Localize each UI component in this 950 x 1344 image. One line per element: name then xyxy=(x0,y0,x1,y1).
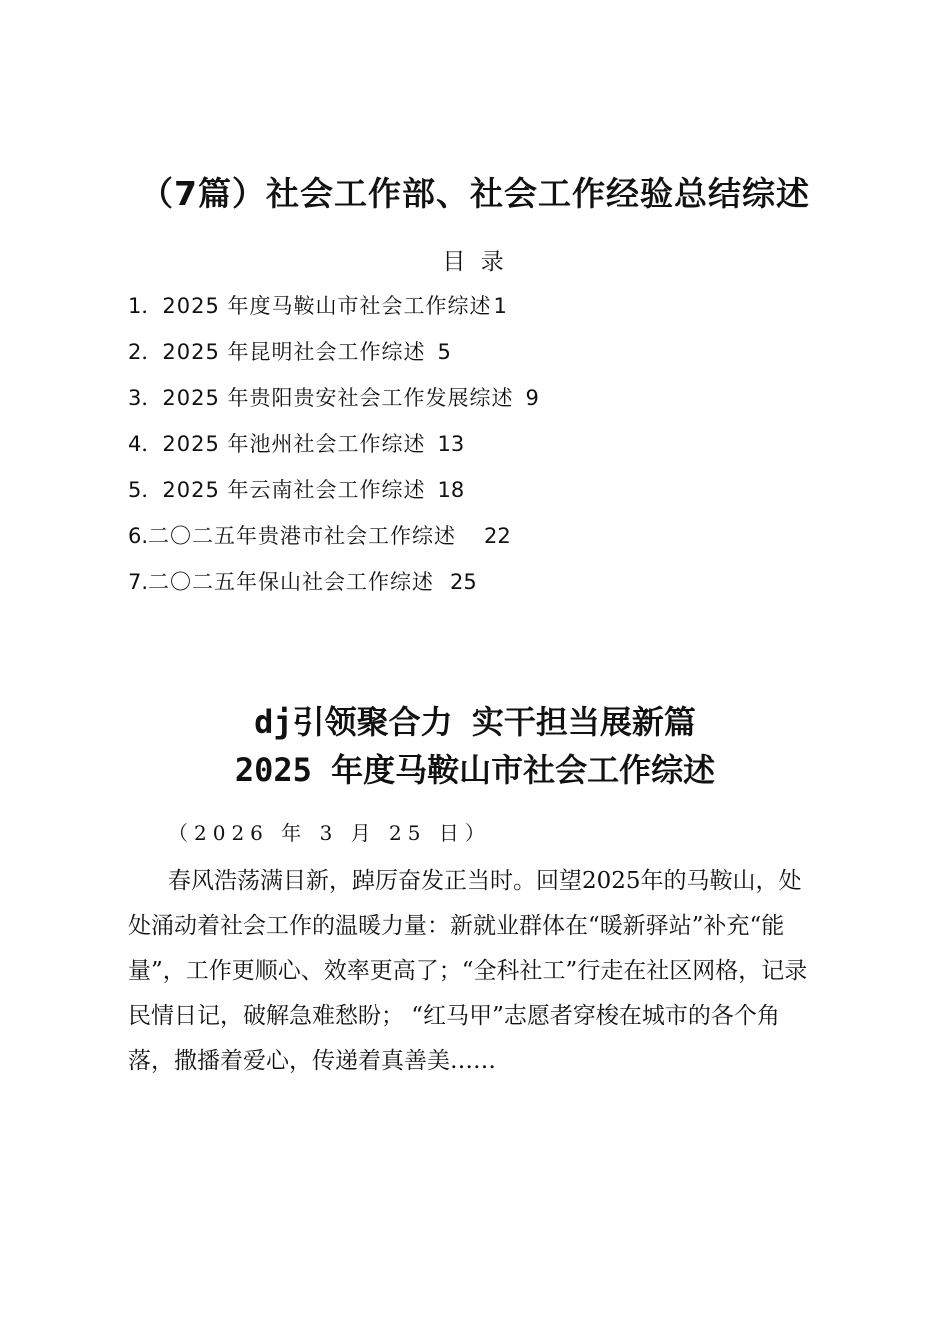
toc-entry-text: 2025 年度马鞍山市社会工作综述 xyxy=(162,294,492,318)
toc-entry-text: 二〇二五年贵港市社会工作综述 xyxy=(148,524,457,548)
toc-entry[interactable] xyxy=(128,472,539,518)
toc-entry-number: 2． xyxy=(128,340,163,364)
toc-entry[interactable] xyxy=(128,288,539,334)
toc-entry-number: 3． xyxy=(128,386,163,410)
toc-entry-page: 1 xyxy=(493,294,507,318)
article-title-line: dj引领聚合力 实干担当展新篇 xyxy=(254,703,696,741)
toc-entry[interactable] xyxy=(128,426,539,472)
article-title xyxy=(0,698,950,794)
document-title: （7篇）社会工作部、社会工作经验总结综述 xyxy=(140,174,810,213)
toc-entry[interactable] xyxy=(128,564,539,610)
toc-entry[interactable] xyxy=(128,334,539,380)
toc-entry-text: 2025 年贵阳贵安社会工作发展综述 xyxy=(162,386,514,410)
toc-entry-number: 5． xyxy=(128,478,163,502)
toc-entry-number: 4． xyxy=(128,432,163,456)
toc-entry-text: 2025 年昆明社会工作综述 xyxy=(162,340,426,364)
toc-entry-page: 18 xyxy=(437,478,465,502)
toc-entry-number: 7. xyxy=(128,570,149,594)
article-body-paragraph: 春风浩荡满目新，踔厉奋发正当时。回望2025年的马鞍山，处处涌动着社会工作的温暖力量：新就业群体在“暖新驿站”补充“能量”，工作更顺心、效率更高了；“全科社工”行走在社区网格，记录民情日记，破解急难愁盼； “红马甲”志愿者穿梭在城市的各个角落，撒播着爱心，传递着真善美…… xyxy=(128,868,808,1074)
toc-entry-page: 22 xyxy=(484,524,511,548)
article-subtitle-line: 2025 年度马鞍山市社会工作综述 xyxy=(234,751,716,789)
article-date: （2026 年 3 月 25 日） xyxy=(168,821,491,845)
toc-entry[interactable] xyxy=(128,380,539,426)
toc-entry-number: 6. xyxy=(128,524,149,548)
toc-entry-number: 1． xyxy=(128,294,163,318)
table-of-contents xyxy=(128,288,539,610)
toc-entry-text: 2025 年云南社会工作综述 xyxy=(162,478,426,502)
toc-entry-page: 25 xyxy=(450,570,477,594)
toc-entry-page: 5 xyxy=(437,340,451,364)
toc-entry[interactable] xyxy=(128,518,539,564)
toc-entry-page: 9 xyxy=(525,386,539,410)
toc-entry-text: 2025 年池州社会工作综述 xyxy=(162,432,426,456)
toc-entry-page: 13 xyxy=(437,432,465,456)
toc-heading: 目 录 xyxy=(442,249,508,275)
toc-entry-text: 二〇二五年保山社会工作综述 xyxy=(148,570,435,594)
